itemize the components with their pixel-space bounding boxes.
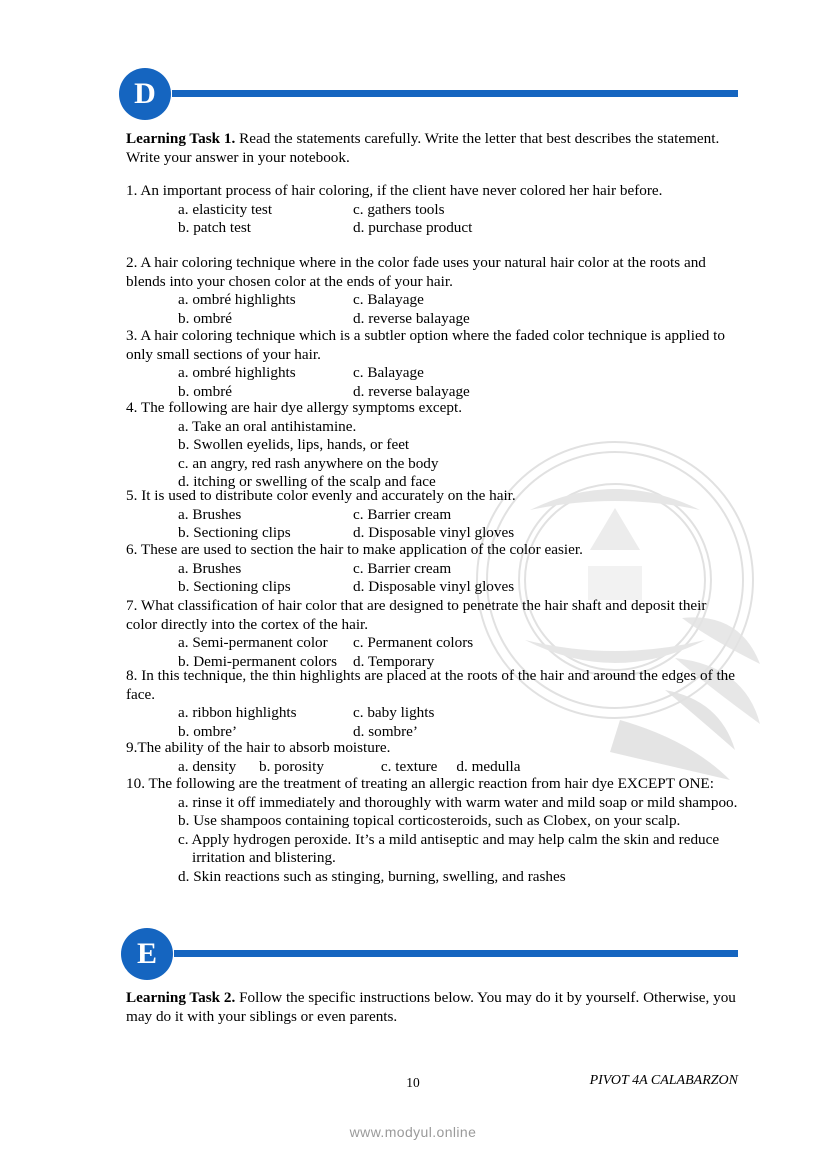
question-1-stem xyxy=(126,182,738,201)
question-8-number: 8. xyxy=(126,667,138,684)
option-4a: a. Take an oral antihistamine. xyxy=(178,417,357,435)
question-4-text: The following are hair dye allergy symptoms except. xyxy=(140,399,463,416)
question-2-option-row-a xyxy=(126,291,738,310)
option-6c: c. Barrier cream xyxy=(353,559,452,577)
question-3-text: A hair coloring technique which is a subtler option where the faded color technique is applied to only small sections of your hair. xyxy=(126,327,725,363)
option-1d: d. purchase product xyxy=(353,219,473,237)
question-6-stem xyxy=(126,541,738,560)
option-10d: d. Skin reactions such as stinging, burning, swelling, and rashes xyxy=(178,867,566,885)
question-9-options: a. density b. porosity c. texture d. medulla xyxy=(178,757,521,775)
question-3-option-row-a xyxy=(126,364,738,383)
option-7a: a. Semi-permanent color xyxy=(178,634,328,652)
option-10b: b. Use shampoos containing topical corticosteroids, such as Clobex, on your scalp. xyxy=(178,812,681,830)
question-1-option-row-b xyxy=(126,219,738,238)
question-4-stem xyxy=(126,399,738,418)
option-4d: d. itching or swelling of the scalp and face xyxy=(178,473,436,491)
option-3a: a. ombré highlights xyxy=(178,364,296,382)
question-3-stem xyxy=(126,327,738,364)
option-5d: d. Disposable vinyl gloves xyxy=(353,524,515,542)
page-number: 10 xyxy=(406,1075,420,1090)
option-7d: d. Temporary xyxy=(353,652,435,670)
question-5-stem xyxy=(126,487,738,506)
question-2-number: 2. xyxy=(126,254,138,271)
question-10-text: The following are the treatment of treating an allergic reaction from hair dye EXCEPT ONE: xyxy=(148,775,714,792)
question-7-stem xyxy=(126,597,738,634)
site-watermark: www.modyul.online xyxy=(349,1124,477,1140)
option-5a: a. Brushes xyxy=(178,505,242,523)
question-2-text: A hair coloring technique where in the color fade uses your natural hair color at the roots and blends into your chosen color at the ends of your hair. xyxy=(126,254,706,290)
question-7-option-row-a xyxy=(126,634,738,653)
option-5c: c. Barrier cream xyxy=(353,505,452,523)
section-rule-d xyxy=(172,90,738,97)
question-9-stem xyxy=(126,739,738,758)
question-6-number: 6. xyxy=(126,541,138,558)
option-4b: b. Swollen eyelids, lips, hands, or feet xyxy=(178,436,410,454)
section-marker-d: D xyxy=(119,68,171,120)
option-2b: b. ombré xyxy=(178,309,232,327)
option-4c: c. an angry, red rash anywhere on the body xyxy=(178,454,439,472)
question-10-number: 10. xyxy=(126,775,145,792)
option-8a: a. ribbon highlights xyxy=(178,704,297,722)
question-3-number: 3. xyxy=(126,327,138,344)
task1-instructions: Read the statements carefully. Write the letter that best describes the statement. Write your answer in your notebook. xyxy=(126,130,720,166)
question-5-option-row-b xyxy=(126,524,738,543)
option-3c: c. Balayage xyxy=(353,364,424,382)
task1-title: Learning Task 1. xyxy=(126,130,236,147)
option-8c: c. baby lights xyxy=(353,704,435,722)
option-8d: d. sombre’ xyxy=(353,722,418,740)
option-8b: b. ombre’ xyxy=(178,722,238,740)
question-7-text: What classification of hair color that are designed to penetrate the hair shaft and deposit their color directly into the cortex of the hair. xyxy=(126,597,707,633)
question-8-text: In this technique, the thin highlights are placed at the roots of the hair and around the edges of the face. xyxy=(126,667,736,703)
option-7b: b. Demi-permanent colors xyxy=(178,652,337,670)
question-5-number: 5. xyxy=(126,487,138,504)
question-8-option-row-a xyxy=(126,704,738,723)
question-9-number: 9. xyxy=(126,739,138,756)
question-2-stem xyxy=(126,254,738,291)
question-6-option-row-b xyxy=(126,578,738,597)
question-1-number: 1. xyxy=(126,182,138,199)
option-1a: a. elasticity test xyxy=(178,200,273,218)
question-6-option-row-a xyxy=(126,560,738,579)
section-marker-e: E xyxy=(121,928,173,980)
question-7-number: 7. xyxy=(126,597,138,614)
option-5b: b. Sectioning clips xyxy=(178,524,291,542)
question-2-option-row-b xyxy=(126,310,738,329)
task2-instructions: Follow the specific instructions below. You may do it by yourself. Otherwise, you may do it with your siblings or even parents. xyxy=(126,989,736,1025)
question-8-stem xyxy=(126,667,738,704)
question-5-option-row-a xyxy=(126,506,738,525)
option-6b: b. Sectioning clips xyxy=(178,578,291,596)
question-1-option-row-a xyxy=(126,201,738,220)
question-6-text: These are used to section the hair to make application of the color easier. xyxy=(140,541,583,558)
option-1c: c. gathers tools xyxy=(353,200,445,218)
task2-heading xyxy=(126,989,738,1026)
option-3b: b. ombré xyxy=(178,382,232,400)
option-10a: a. rinse it off immediately and thoroughly with warm water and mild soap or mild shampoo. xyxy=(178,793,738,811)
question-9-text: The ability of the hair to absorb moisture. xyxy=(137,739,391,756)
option-2a: a. ombré highlights xyxy=(178,291,296,309)
question-1-text: An important process of hair coloring, if the client have never colored her hair before. xyxy=(140,182,663,199)
option-6a: a. Brushes xyxy=(178,559,242,577)
option-10c: c. Apply hydrogen peroxide. It’s a mild antiseptic and may help calm the skin and reduce irritation and blistering. xyxy=(178,830,720,867)
option-1b: b. patch test xyxy=(178,219,251,237)
option-7c: c. Permanent colors xyxy=(353,634,474,652)
option-2d: d. reverse balayage xyxy=(353,309,470,327)
footer-label: PIVOT 4A CALABARZON xyxy=(589,1073,738,1088)
question-5-text: It is used to distribute color evenly and accurately on the hair. xyxy=(141,487,516,504)
question-4-number: 4. xyxy=(126,399,138,416)
section-rule-e xyxy=(174,950,738,957)
option-6d: d. Disposable vinyl gloves xyxy=(353,578,515,596)
option-2c: c. Balayage xyxy=(353,291,424,309)
task2-title: Learning Task 2. xyxy=(126,989,236,1006)
task1-heading xyxy=(126,130,738,167)
question-10-stem xyxy=(126,775,738,794)
option-3d: d. reverse balayage xyxy=(353,382,470,400)
